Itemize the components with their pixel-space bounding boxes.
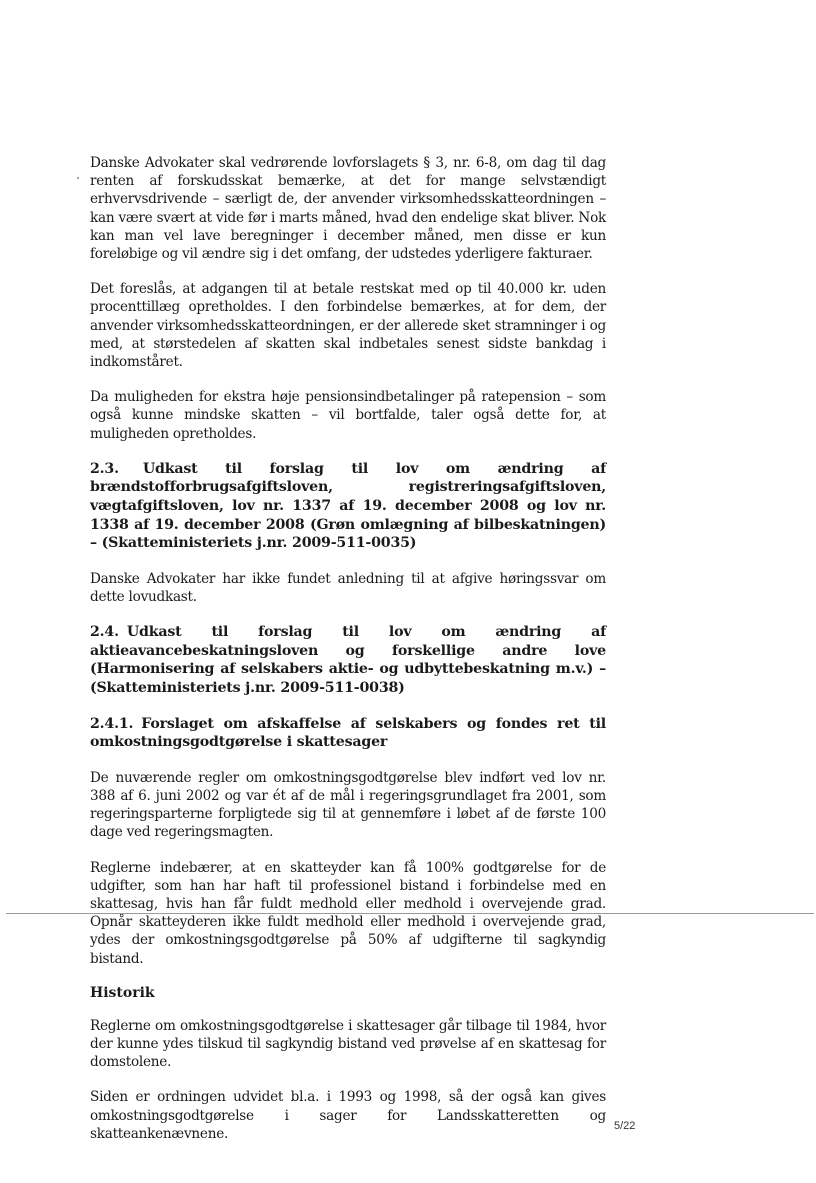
section-2-4-1-body-2: Reglerne indebærer, at en skatteyder kan få 100% godtgørelse for de udgifter, som han har haft til professionel bistand i forbindelse med en skattesag, hvis han får fuldt medhold eller medhold i overvejende grad. Opnår skatteyderen ikke fuldt medhold eller medhold i overvejende grad, ydes der omkostningsgodtgørelse på 50% af udgifterne til sagkyndig bistand.	[90, 859, 606, 967]
history-paragraph-1: Reglerne om omkostningsgodtgørelse i skattesager går tilbage til 1984, hvor der kunne ydes tilskud til sagkyndig bistand ved prøvelse af en skattesag for domstolene.	[90, 1017, 606, 1071]
document-body	[90, 154, 606, 1160]
paragraph-forskudsskat: Danske Advokater skal vedrørende lovforslagets § 3, nr. 6-8, om dag til dag renten af forskudsskat bemærke, at det for mange selvstændigt erhvervsdrivende – særligt de, der anvender virksomhedsskatteordningen – kan være svært at vide før i marts måned, hvad den endelige skat bliver. Nok kan man vel lave beregninger i december måned, men disse er kun foreløbige og vil ændre sig i det omfang, der udstedes yderligere fakturaer.	[90, 155, 606, 263]
page-number: 5/22	[614, 1120, 636, 1132]
section-2-3-title: Udkast til forslag til lov om ændring af brændstofforbrugsafgiftsloven, registreringsafgiftsloven, vægtafgiftsloven, lov nr. 1337 af 19. december 2008 og lov nr. 1338 af 19. december 2008 (Grøn omlægning af bilbeskatningen) – (Skatteministeriets j.nr. 2009-511-0035)	[90, 460, 606, 552]
history-heading: Historik	[90, 984, 155, 1001]
paragraph-restskat: Det foreslås, at adgangen til at betale restskat med op til 40.000 kr. uden procenttillæg opretholdes. I den forbindelse bemærkes, at for dem, der anvender virksomhedsskatteordningen, er der allerede sket stramninger i og med, at størstedelen af skatten skal indbetales senest sidste bankdag i indkomståret.	[90, 281, 606, 371]
section-2-4-1-body-1: De nuværende regler om omkostningsgodtgørelse blev indført ved lov nr. 388 af 6. juni 2002 og var ét af de mål i regeringsgrundlaget fra 2001, som regeringsparterne forpligtede sig til at gennemføre i løbet af de første 100 dage ved regeringsmagten.	[90, 769, 606, 841]
section-2-3-body: Danske Advokater har ikke fundet anledning til at afgive høringssvar om dette lovudkast.	[90, 570, 606, 606]
section-2-4-heading	[90, 623, 606, 697]
section-2-4-1-number: 2.4.1.	[90, 715, 134, 732]
scan-speck	[77, 177, 79, 179]
page-divider	[6, 913, 814, 914]
section-2-4-number: 2.4.	[90, 624, 119, 641]
paragraph-pension: Da muligheden for ekstra høje pensionsindbetalinger på ratepension – som også kunne mindske skatten – vil bortfalde, taler også dette for, at muligheden opretholdes.	[90, 389, 606, 442]
section-2-3-heading	[90, 460, 606, 553]
section-2-4-title: Udkast til forslag til lov om ændring af aktieavancebeskatningsloven og forskellige andre love (Harmonisering af selskabers aktie- og udbyttebeskatning m.v.) – (Skatteministeriets j.nr. 2009-511-0038)	[90, 624, 606, 696]
history-paragraph-2: Siden er ordningen udvidet bl.a. i 1993 og 1998, så der også kan gives omkostningsgodtgørelse i sager for Landsskatteretten og skatteankenævnene.	[90, 1089, 606, 1142]
section-2-3-number: 2.3.	[90, 460, 119, 477]
section-2-4-1-heading	[90, 715, 606, 752]
section-2-4-1-title: Forslaget om afskaffelse af selskabers og fondes ret til omkostningsgodtgørelse i skattesager	[90, 715, 606, 751]
